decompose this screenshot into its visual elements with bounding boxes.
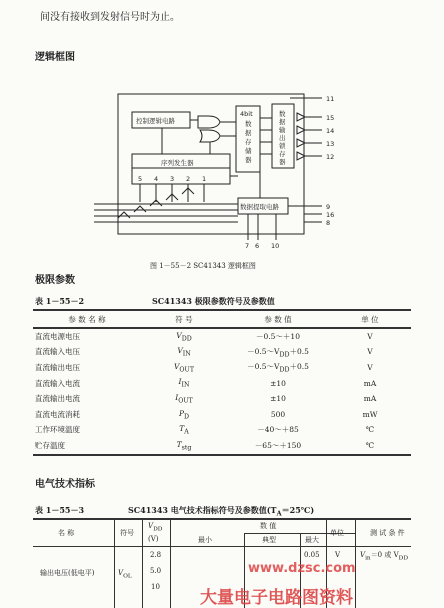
limits-header-row — [33, 312, 411, 328]
row-value: $-0.5\sim V_{DD}+0.5$ — [247, 362, 309, 374]
seq-pin-4: 4 — [154, 175, 159, 183]
limits-top-rule — [33, 309, 411, 311]
row-name: 工作环境温度 — [35, 425, 80, 435]
electrical-table-no: 表 1－55－3 — [35, 505, 85, 515]
elec-col-vdd: $V_{DD}$ — [148, 522, 163, 533]
storage-label-5: 器 — [245, 156, 252, 164]
or-gate-1 — [200, 130, 220, 142]
table-row — [33, 422, 411, 438]
row-unit: ℃ — [365, 425, 375, 435]
latch-label-5: 存 — [279, 150, 286, 158]
elec-vdd-value: 2.8 — [150, 551, 162, 559]
elec-col-max: 最大 — [305, 536, 319, 544]
right-pin-13: 13 — [326, 140, 335, 148]
row-symbol: $V_{OUT}$ — [174, 361, 194, 374]
right-pin-12: 12 — [326, 153, 335, 161]
switch-1 — [118, 212, 130, 218]
elec-col-cond: 测 试 条 件 — [370, 529, 405, 537]
row-unit: V — [367, 347, 373, 357]
logic-outer-frame — [118, 94, 304, 234]
row-name: 直流电流消耗 — [35, 409, 80, 419]
sequencer-label: 序列发生器 — [161, 159, 194, 167]
elec-col-min: 最小 — [198, 536, 212, 544]
watermark-text: 大量电子电路图资料 — [200, 588, 353, 608]
elec-vline-3 — [170, 520, 171, 608]
elec-col-vdd-unit: (V) — [148, 535, 159, 543]
latch-label-6: 器 — [279, 158, 286, 166]
limits-table-title: SC41343 极限参数符号及参数值 — [152, 296, 275, 306]
row-name: 贮存温度 — [35, 441, 65, 451]
right-pin-11: 11 — [326, 95, 335, 103]
storage-label-2: 据 — [245, 129, 252, 137]
right-pin-15: 15 — [326, 114, 335, 122]
limits-col-name: 参 数 名 称 — [68, 315, 106, 325]
row-symbol: $V_{DD}$ — [176, 330, 192, 343]
table-row — [33, 344, 411, 360]
right-pin-16: 16 — [326, 211, 335, 219]
logic-diagram — [90, 86, 350, 256]
elec-vline-2 — [142, 520, 143, 608]
bottom-pin-7: 7 — [245, 242, 250, 250]
limits-col-unit: 单 位 — [361, 315, 379, 325]
seq-pin-2: 2 — [186, 175, 191, 183]
seq-pin-1: 1 — [202, 175, 207, 183]
row-symbol: $V_{IN}$ — [177, 346, 191, 358]
switch-2 — [134, 206, 146, 212]
right-pin-8: 8 — [326, 219, 331, 227]
table-row — [33, 375, 411, 391]
elec-col-typ: 典型 — [262, 536, 276, 544]
limits-bottom-rule — [33, 454, 411, 456]
elec-max-value: 0.05 — [304, 551, 320, 559]
limits-col-value: 参 数 值 — [264, 315, 292, 325]
row-unit: V — [367, 331, 373, 341]
right-pin-9: 9 — [326, 203, 331, 211]
row-name: 直流输出电压 — [35, 363, 80, 373]
table-row — [33, 407, 411, 423]
row-value: －0.5～＋10 — [256, 331, 300, 341]
right-pin-14: 14 — [326, 127, 335, 135]
elec-unit-value: V — [335, 551, 341, 559]
row-name: 直流电源电压 — [35, 331, 80, 341]
row-unit: mA — [363, 394, 377, 404]
limits-table-no: 表 1－55－2 — [35, 296, 85, 306]
row-symbol: $I_{OUT}$ — [175, 393, 193, 405]
row-name: 直流输出电流 — [35, 394, 80, 404]
seq-pin-3: 3 — [170, 175, 175, 183]
row-unit: mA — [363, 378, 377, 388]
seq-pin-5: 5 — [138, 175, 143, 183]
row-name: 直流输入电流 — [35, 378, 80, 388]
limits-col-symbol: 符 号 — [175, 315, 193, 325]
latch-label-1: 据 — [279, 118, 286, 126]
row-value: －65～＋150 — [254, 441, 302, 451]
latch-label-4: 锁 — [279, 142, 286, 150]
storage-label-4: 储 — [245, 147, 252, 155]
row-value: ±10 — [270, 394, 286, 404]
electrical-table-title: SC41343 电气技术指标符号及参数值$(T_A=25℃)$ — [128, 505, 315, 518]
control-logic-label: 控制逻辑电路 — [136, 117, 175, 125]
figure-caption: 图 1－55－2 SC41343 逻辑框图 — [150, 262, 256, 270]
logic-heading: 逻辑框图 — [35, 52, 75, 63]
row-value: －40～＋85 — [257, 425, 299, 435]
watermark-url: www.dzsc.com — [248, 561, 356, 576]
limits-table — [33, 312, 411, 453]
intro-text: 间没有接收到发射信号时为止。 — [40, 12, 180, 23]
storage-label-0: 4bit — [240, 110, 253, 118]
electrical-heading: 电气技术指标 — [35, 479, 95, 490]
elec-col-unit: 单位 — [330, 529, 344, 537]
row-unit: mW — [362, 409, 378, 419]
row-symbol: $I_{IN}$ — [178, 377, 190, 389]
storage-label-1: 数 — [245, 120, 252, 128]
table-row — [33, 360, 411, 376]
elec-row-symbol: $V_{OL}$ — [118, 569, 132, 580]
limits-heading: 极限参数 — [35, 275, 75, 286]
row-unit: V — [367, 363, 373, 373]
row-symbol: $T_A$ — [179, 424, 189, 436]
table-row — [33, 438, 411, 454]
elec-row-name: 输出电压(低电平) — [40, 569, 95, 577]
elec-vline-1 — [114, 520, 115, 608]
elec-col-values: 数 值 — [260, 522, 277, 530]
elec-col-name: 名 称 — [58, 529, 75, 537]
row-unit: ℃ — [365, 441, 375, 451]
elec-condition: $V_{in}=0$ 或 $V_{DD}$ — [360, 551, 409, 562]
elec-vdd-value: 10 — [151, 583, 160, 591]
row-value: $-0.5\sim V_{DD}+0.5$ — [247, 346, 309, 359]
latch-label-3: 出 — [279, 134, 286, 142]
extract-label: 数据提取电路 — [240, 203, 279, 211]
row-value: ±10 — [270, 378, 286, 388]
elec-vdd-value: 5.0 — [150, 567, 162, 575]
storage-label-3: 存 — [245, 138, 252, 146]
latch-label-2: 输 — [279, 126, 286, 134]
bottom-pin-10: 10 — [271, 242, 280, 250]
limits-header-rule — [33, 327, 411, 328]
table-row — [33, 391, 411, 407]
latch-label-0: 数 — [279, 110, 286, 118]
row-name: 直流输入电压 — [35, 347, 80, 357]
row-value: 500 — [270, 409, 286, 419]
row-symbol: $P_D$ — [178, 408, 190, 421]
table-row — [33, 328, 411, 344]
bottom-pin-6: 6 — [255, 242, 260, 250]
and-gate-1 — [198, 116, 220, 128]
row-symbol: $T_{stg}$ — [176, 439, 192, 452]
elec-col-symbol: 符号 — [120, 529, 134, 537]
